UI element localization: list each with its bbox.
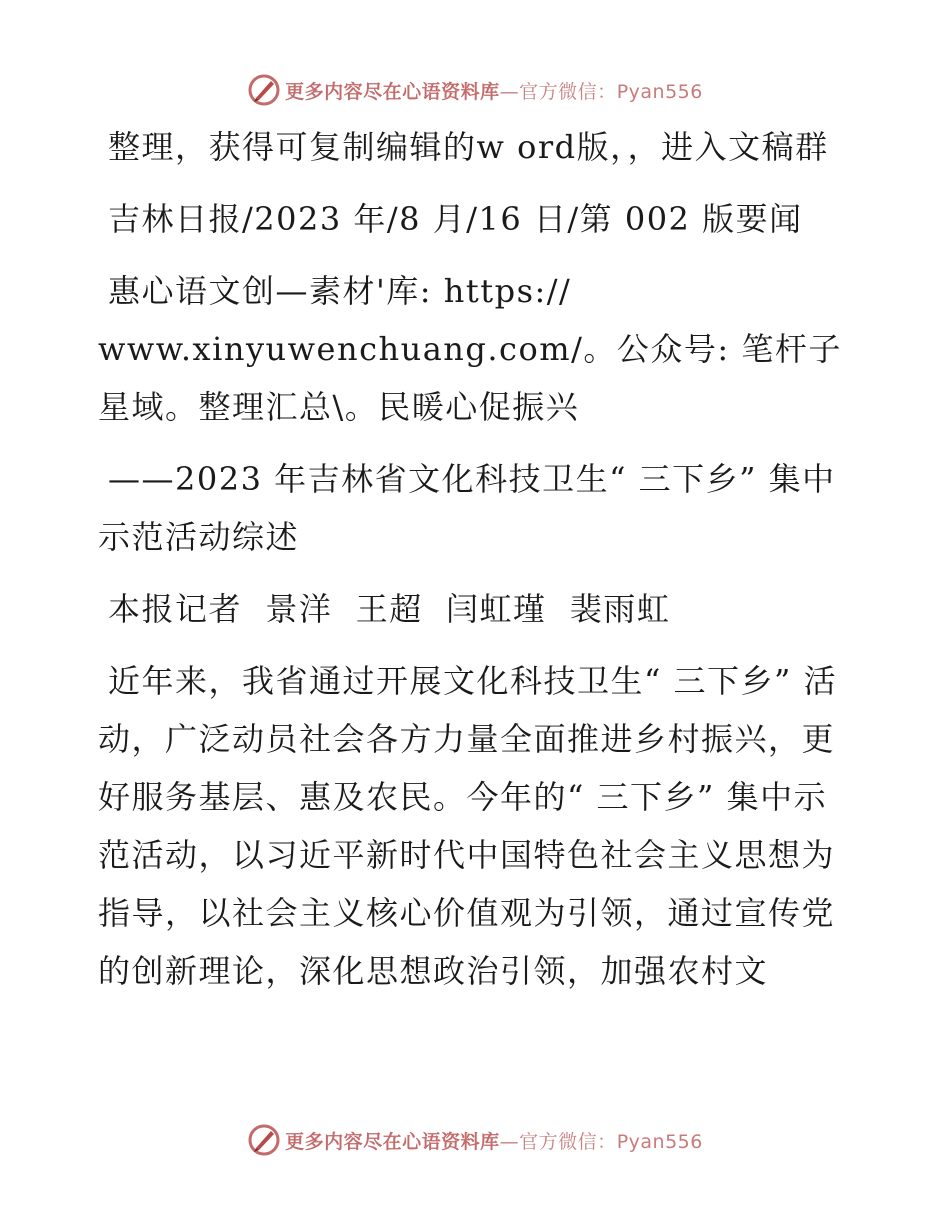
- pen-logo-icon: [247, 1123, 281, 1157]
- watermark-footer: [0, 1120, 950, 1160]
- watermark-dash: —: [499, 1130, 520, 1153]
- watermark-text: [285, 1127, 703, 1154]
- pen-logo-icon: [247, 73, 281, 107]
- watermark-header: [0, 70, 950, 110]
- source-line: 吉林日报/2023 年/8 月/16 日/第 002 版要闻: [108, 200, 803, 238]
- watermark-wechat: 官方微信：: [519, 80, 617, 103]
- watermark-brand: 更多内容尽在心语资料库: [285, 80, 500, 103]
- watermark-handle: Pyan556: [616, 80, 703, 103]
- watermark-brand: 更多内容尽在心语资料库: [285, 1130, 500, 1153]
- watermark-text: [285, 77, 703, 104]
- watermark-dash: —: [499, 80, 520, 103]
- byline: 本报记者 景洋 王超 闫虹瑾 裴雨虹: [108, 590, 671, 628]
- body-paragraph: 近年来，我省通过开展文化科技卫生“ 三下乡” 活动，广泛动员社会各方力量全面推进乡村振兴，更好服务基层、惠及农民。今年的“ 三下乡” 集中示范活动，以习近平新时代中国特色社会主义思想为指导，以社会主义核心价值观为引领，通过宣传党的创新理论，深化思想政治引领，加强农村文: [98, 662, 838, 990]
- subtitle: ——2023 年吉林省文化科技卫生“ 三下乡” 集中示范活动综述: [98, 460, 836, 556]
- promo-paragraph: 惠心语文创—素材'库: https:// www.xinyuwenchuang.com/。公众号: 笔杆子星域。整理汇总\。民暖心促振兴: [98, 272, 842, 426]
- document-body: [98, 118, 858, 1018]
- watermark-handle: Pyan556: [616, 1130, 703, 1153]
- intro-paragraph: 整理，获得可复制编辑的w ord版，，进入文稿群: [108, 128, 829, 166]
- watermark-wechat: 官方微信：: [519, 1130, 617, 1153]
